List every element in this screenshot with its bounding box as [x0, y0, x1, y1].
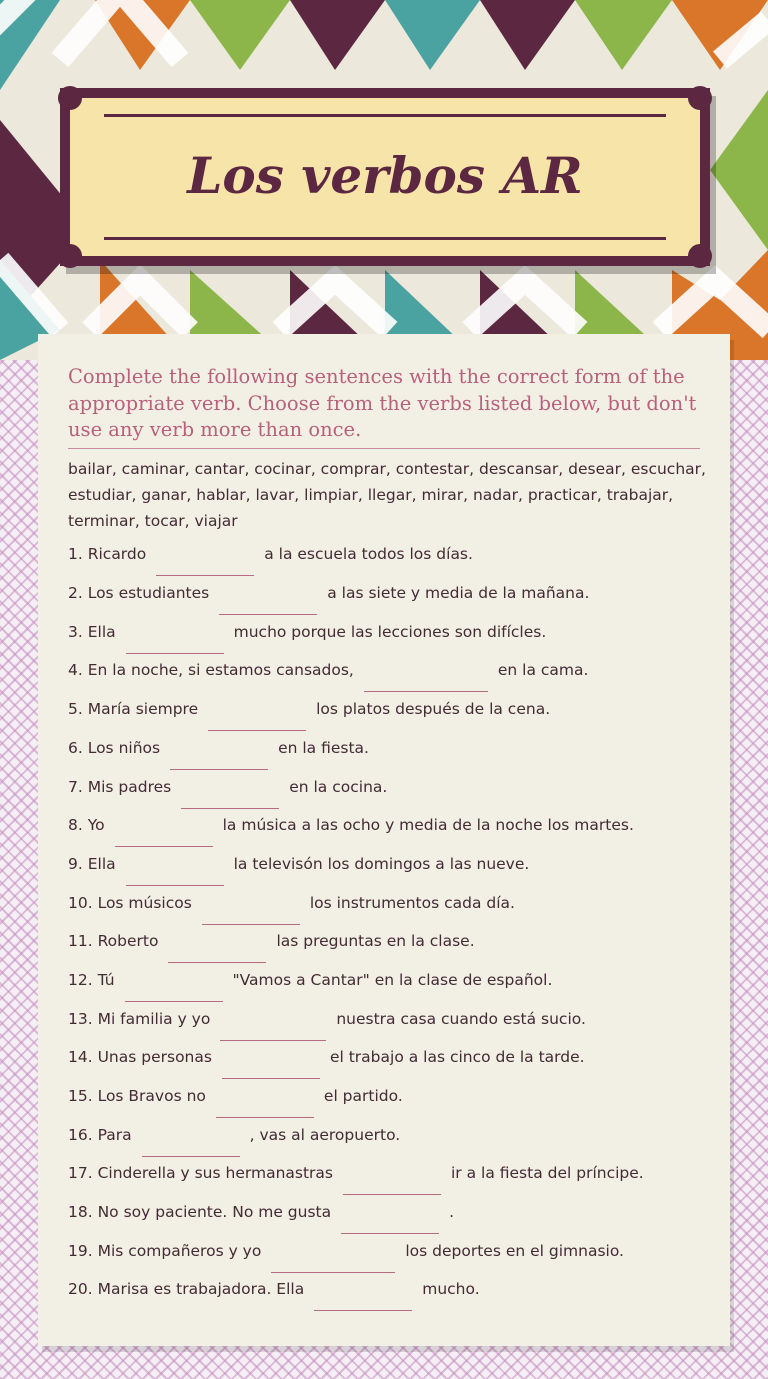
answer-blank[interactable] — [181, 775, 279, 809]
sentence-item: 3. Ella mucho porque las lecciones son difícles. — [68, 620, 546, 644]
sentence-item: 2. Los estudiantes a las siete y media de la mañana. — [68, 581, 589, 605]
sentence-item: 10. Los músicos los instrumentos cada día. — [68, 891, 515, 915]
answer-blank[interactable] — [314, 1277, 412, 1311]
corner-notch — [688, 86, 712, 110]
answer-blank[interactable] — [125, 968, 223, 1002]
sentence-item: 8. Yo la música a las ocho y media de la noche los martes. — [68, 813, 634, 837]
title-rule-top — [104, 114, 666, 117]
answer-blank[interactable] — [222, 1045, 320, 1079]
answer-blank[interactable] — [364, 658, 488, 692]
sentence-item: 12. Tú "Vamos a Cantar" en la clase de español. — [68, 968, 552, 992]
sentence-item: 16. Para , vas al aeropuerto. — [68, 1123, 400, 1147]
answer-blank[interactable] — [219, 581, 317, 615]
sentence-item: 13. Mi familia y yo nuestra casa cuando está sucio. — [68, 1007, 586, 1031]
sentence-item: 18. No soy paciente. No me gusta . — [68, 1200, 454, 1224]
sentence-item: 6. Los niños en la fiesta. — [68, 736, 369, 760]
answer-blank[interactable] — [126, 620, 224, 654]
answer-blank[interactable] — [168, 929, 266, 963]
title-rule-bottom — [104, 237, 666, 240]
answer-blank[interactable] — [343, 1161, 441, 1195]
title-panel — [70, 98, 700, 256]
sentence-item: 15. Los Bravos no el partido. — [68, 1084, 403, 1108]
worksheet-paper — [38, 334, 730, 1346]
corner-notch — [688, 244, 712, 268]
sentence-item: 1. Ricardo a la escuela todos los días. — [68, 542, 473, 566]
answer-blank[interactable] — [126, 852, 224, 886]
corner-notch — [58, 244, 82, 268]
sentence-item: 19. Mis compañeros y yo los deportes en el gimnasio. — [68, 1239, 624, 1263]
sentence-item: 7. Mis padres en la cocina. — [68, 775, 387, 799]
answer-blank[interactable] — [341, 1200, 439, 1234]
verb-list: bailar, caminar, cantar, cocinar, comprar, contestar, descansar, desear, escuchar, estudiar, ganar, hablar, lavar, limpiar, llegar, mirar, nadar, practicar, trabajar, terminar, tocar, viajar — [68, 460, 706, 530]
answer-blank[interactable] — [216, 1084, 314, 1118]
sentence-item: 9. Ella la televisón los domingos a las nueve. — [68, 852, 529, 876]
sentence-item: 11. Roberto las preguntas en la clase. — [68, 929, 475, 953]
answer-blank[interactable] — [142, 1123, 240, 1157]
answer-blank[interactable] — [271, 1239, 395, 1273]
answer-blank[interactable] — [202, 891, 300, 925]
corner-notch — [58, 86, 82, 110]
answer-blank[interactable] — [115, 813, 213, 847]
title-banner — [60, 88, 710, 266]
sentence-item: 17. Cinderella y sus hermanastras ir a la fiesta del príncipe. — [68, 1161, 644, 1185]
sentence-item: 20. Marisa es trabajadora. Ella mucho. — [68, 1277, 480, 1301]
sentence-item: 5. María siempre los platos después de la cena. — [68, 697, 550, 721]
sentence-item: 14. Unas personas el trabajo a las cinco de la tarde. — [68, 1045, 585, 1069]
instructions: Complete the following sentences with the correct form of the appropriate verb. Choose from the verbs listed below, but don't use any verb more than once. — [68, 364, 700, 449]
answer-blank[interactable] — [156, 542, 254, 576]
answer-blank[interactable] — [208, 697, 306, 731]
page-title: Los verbos AR — [187, 146, 583, 205]
answer-blank[interactable] — [170, 736, 268, 770]
answer-blank[interactable] — [220, 1007, 326, 1041]
sentence-item: 4. En la noche, si estamos cansados, en la cama. — [68, 658, 588, 682]
